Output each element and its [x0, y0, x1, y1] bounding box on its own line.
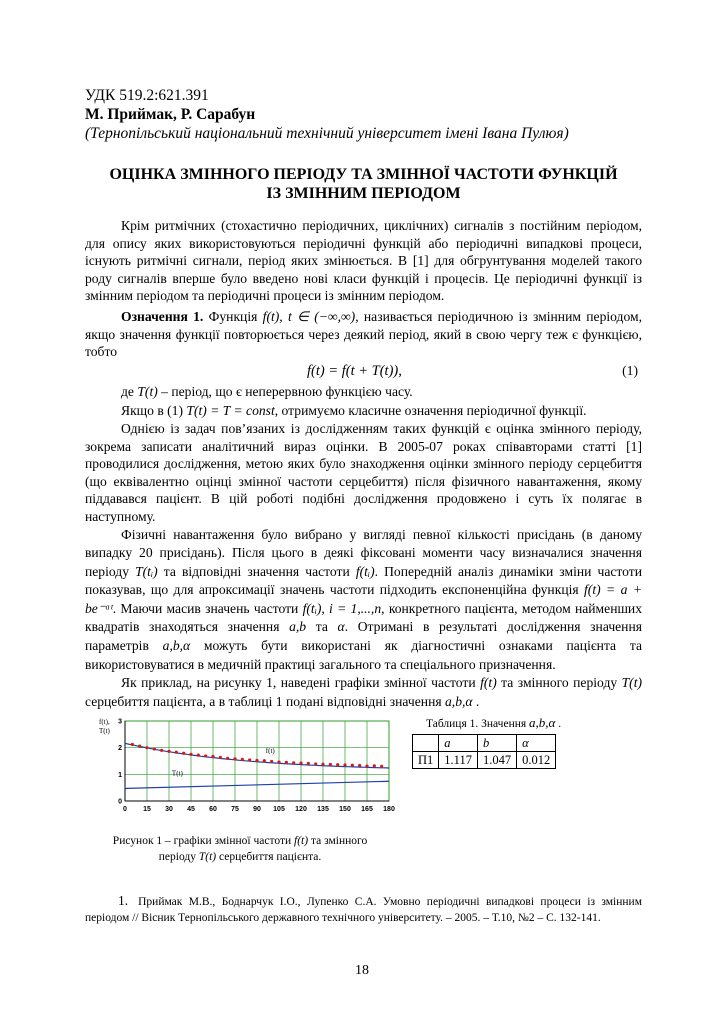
- f-data-point: [248, 759, 251, 762]
- where-post: – період, що є неперервною функцією часу.: [157, 383, 413, 399]
- caption-2-math: T(t): [198, 851, 217, 864]
- p3-math-1: T(tᵢ): [135, 563, 158, 579]
- table-1: [412, 715, 592, 769]
- f-data-point: [263, 760, 266, 763]
- article-header: [85, 86, 642, 143]
- f-data-point: [138, 745, 141, 748]
- f-data-point: [131, 743, 134, 746]
- where-pre: де: [121, 383, 138, 399]
- p3-d: . Маючи масив значень частоти: [112, 600, 303, 616]
- p4-math-1: f(t): [480, 675, 497, 691]
- f-data-point: [153, 748, 156, 751]
- p3-math-2: f(tᵢ): [355, 563, 375, 579]
- p3-e: , конкретного пацієнта, методом найменших квадратів знаходяться значення: [85, 600, 643, 635]
- footnote-number: 1.: [118, 893, 129, 908]
- f-data-point: [358, 764, 361, 767]
- f-data-point: [299, 762, 302, 765]
- f-data-point: [182, 752, 185, 755]
- f-data-point: [204, 755, 207, 758]
- x-tick-label: 60: [209, 806, 217, 814]
- table-header-cell: [413, 735, 439, 752]
- p3-math-6: α: [337, 619, 345, 635]
- p3-a: Фізичні навантаження було вибрано у вигляді певної кількості присідань (в даному випадку 20 присідань). Після цього в деякі фіксовані моменти часу визначалися значення періоду: [85, 526, 642, 579]
- table-cell: П1: [413, 752, 439, 769]
- affiliation: (Тернопільський національний технічний університет імені Івана Пулюя): [85, 125, 569, 142]
- p3-math-3: f(t) = a + be⁻ᵅᵗ: [85, 582, 642, 616]
- definition-paragraph: [85, 308, 642, 361]
- caption-line-2: [85, 849, 395, 865]
- if-math: T(t) = T = const: [186, 403, 275, 419]
- p4-math-2: T(t): [621, 675, 643, 691]
- f-data-point: [255, 759, 258, 762]
- x-tick-label: 120: [295, 806, 307, 814]
- figure-1-chart: [97, 715, 397, 815]
- definition-pre: Функція: [203, 308, 263, 324]
- x-tick-label: 0: [123, 806, 127, 814]
- f-data-point: [365, 765, 368, 768]
- table-cell: 0.012: [517, 752, 556, 769]
- udc-code: УДК 519.2:621.391: [85, 87, 209, 104]
- p3-f: та: [306, 619, 338, 635]
- equation-1-formula: f(t) = f(t + T(t)),: [307, 362, 402, 379]
- p4-d: .: [472, 693, 480, 709]
- f-data-point: [307, 762, 310, 765]
- f-data-point: [160, 749, 163, 752]
- series-label-f: f(t): [265, 747, 275, 756]
- x-tick-label: 105: [273, 806, 285, 814]
- x-tick-label: 150: [339, 806, 351, 814]
- definition-math: f(t), t ∈ (−∞,∞): [262, 308, 356, 324]
- paragraph-task: Однією із задач пов’язаних із дослідженням таких функцій є оцінка змінного періоду, зокрема записати аналітичний вираз оцінки. В 2005-07 роках співавторами статті [1] проводилися дослідження, метою яких було знаходження оцінки змінного періоду серцебиття (що еквівалентно оцінці змінної частоти серцебиття) після фізичного навантаження, якому піддавався пацієнт. В цій роботі подібні дослідження продовжено і суть їх полягає в наступному.: [85, 420, 642, 524]
- f-data-point: [226, 757, 229, 760]
- paragraph-intro: Крім ритмічних (стохастично періодичних, циклічних) сигналів з постійним періодом, для опису яких використовуються періодичні функцій або періодичні випадкові процеси, існують ритмічні сигнали, період яких змінюється. В [1] для обгрунтування моделей такого роду сигналів вперше було введено нові класи функцій і процесів. Це періодичні функції із змінним періодом та періодичні процеси із змінним періодом.: [85, 218, 642, 304]
- if-post: , отримуємо класичне означення періодичної функції.: [274, 403, 587, 419]
- page-content: [85, 86, 643, 864]
- p4-math-3: a,b,α: [445, 693, 473, 709]
- x-tick-label: 180: [383, 806, 395, 814]
- if-line: [85, 402, 642, 420]
- table-header-cell: α: [517, 735, 556, 752]
- table-header-row: [413, 735, 556, 752]
- p3-h: можуть бути використані як діагностичні ознаками пацієнта та використовуватися в медичній практиці загального та спеціального призначення.: [85, 638, 642, 672]
- f-data-point: [145, 747, 148, 750]
- f-data-point: [211, 755, 214, 758]
- where-math: T(t): [137, 383, 158, 399]
- f-data-point: [314, 763, 317, 766]
- f-data-point: [189, 753, 192, 756]
- caption-1-pre: Рисунок 1 – графіки змінної частоти: [112, 835, 295, 848]
- f-data-point: [373, 765, 376, 768]
- table-1-caption: [412, 715, 592, 731]
- definition-label: Означення 1.: [121, 308, 204, 324]
- table-caption-pre: Таблиця 1. Значення: [426, 718, 530, 731]
- parameters-table: [412, 734, 556, 769]
- p3-c: . Попередній аналіз динаміки зміни частоти показував, що для апроксимації значень частоти підходить експоненційна функція: [85, 563, 642, 598]
- table-caption-post: .: [555, 718, 562, 731]
- y-axis-label: f(t),: [99, 718, 110, 727]
- article-title: [85, 165, 642, 203]
- x-tick-label: 75: [231, 806, 239, 814]
- p4-a: Як приклад, на рисунку 1, наведені графіки змінної частоти: [121, 675, 481, 691]
- x-tick-label: 165: [361, 806, 373, 814]
- y-tick-label: 0: [118, 798, 122, 806]
- f-data-point: [336, 764, 339, 767]
- p3-math-4: f(tᵢ), i = 1,...,n: [302, 600, 382, 616]
- p3-math-7: a,b,α: [162, 638, 191, 654]
- caption-line-1: [85, 833, 395, 849]
- f-data-point: [270, 760, 273, 763]
- f-data-point: [380, 765, 383, 768]
- y-tick-label: 2: [118, 745, 122, 753]
- x-tick-label: 90: [253, 806, 261, 814]
- equation-1-number: (1): [622, 362, 638, 378]
- f-data-point: [175, 751, 178, 754]
- title-line-1: ОЦІНКА ЗМІННОГО ПЕРІОДУ ТА ЗМІННОЇ ЧАСТОТИ ФУНКЦІЙ: [109, 166, 618, 183]
- authors: М. Приймак, Р. Сарабун: [85, 106, 256, 123]
- y-tick-label: 1: [118, 772, 122, 780]
- title-line-2: ІЗ ЗМІННИМ ПЕРІОДОМ: [266, 185, 461, 202]
- x-tick-label: 15: [143, 806, 151, 814]
- p4-b: та змінного періоду: [496, 675, 622, 691]
- definition-post: , називається періодичною із змінним періодом, якщо значення функції повторюється через деякий період, який в свою чергу теж є функцією, тобто: [85, 308, 642, 360]
- paragraph-example: [85, 674, 642, 711]
- where-line: [85, 383, 642, 401]
- f-data-point: [329, 763, 332, 766]
- figure-table-row: [85, 715, 642, 864]
- equation-1: [85, 361, 642, 383]
- caption-1-math: f(t): [294, 835, 309, 848]
- f-data-point: [233, 758, 236, 761]
- f-data-point: [167, 750, 170, 753]
- f-data-point: [219, 756, 222, 759]
- series-label-T: T(t): [171, 770, 183, 779]
- table-row: [413, 752, 556, 769]
- f-data-point: [343, 764, 346, 767]
- f-data-point: [241, 758, 244, 761]
- p4-c: серцебиття пацієнта, а в таблиці 1 подані відповідні значення: [85, 693, 445, 709]
- caption-2-post: серцебиття пацієнта.: [216, 851, 322, 864]
- y-tick-label: 3: [118, 718, 122, 726]
- x-tick-label: 45: [187, 806, 195, 814]
- paragraph-method: [85, 526, 642, 675]
- f-data-point: [292, 762, 295, 765]
- footnote: [85, 893, 642, 926]
- table-cell: 1.047: [477, 752, 516, 769]
- table-caption-math: a,b,α: [529, 715, 556, 731]
- f-data-point: [351, 764, 354, 767]
- p3-g: . Отримані в результаті дослідження значення параметрів: [85, 619, 642, 654]
- x-tick-label: 135: [317, 806, 329, 814]
- caption-1-post: та змінного: [308, 835, 368, 848]
- if-pre: Якщо в (1): [121, 403, 187, 419]
- table-header-cell: a: [439, 735, 478, 752]
- table-header-cell: b: [477, 735, 516, 752]
- y-axis-label: T(t): [99, 727, 110, 736]
- p3-math-5: a,b: [289, 619, 307, 635]
- page-number: 18: [355, 963, 369, 978]
- footnote-text: Приймак М.В., Боднарчук І.О., Лупенко С.А. Умовно періодичні випадкові процеси із змінним періодом // Вісник Тернопільського державного технічного університету. – 2005. – Т.10, №2 – С. 132-141.: [85, 896, 642, 924]
- figure-1-caption: [85, 833, 395, 865]
- caption-2-pre: періоду: [158, 851, 199, 864]
- x-tick-label: 30: [165, 806, 173, 814]
- f-data-point: [197, 754, 200, 757]
- f-data-point: [285, 761, 288, 764]
- table-cell: 1.117: [439, 752, 478, 769]
- f-data-point: [321, 763, 324, 766]
- p3-b: та відповідні значення частоти: [157, 563, 356, 579]
- f-data-point: [277, 761, 280, 764]
